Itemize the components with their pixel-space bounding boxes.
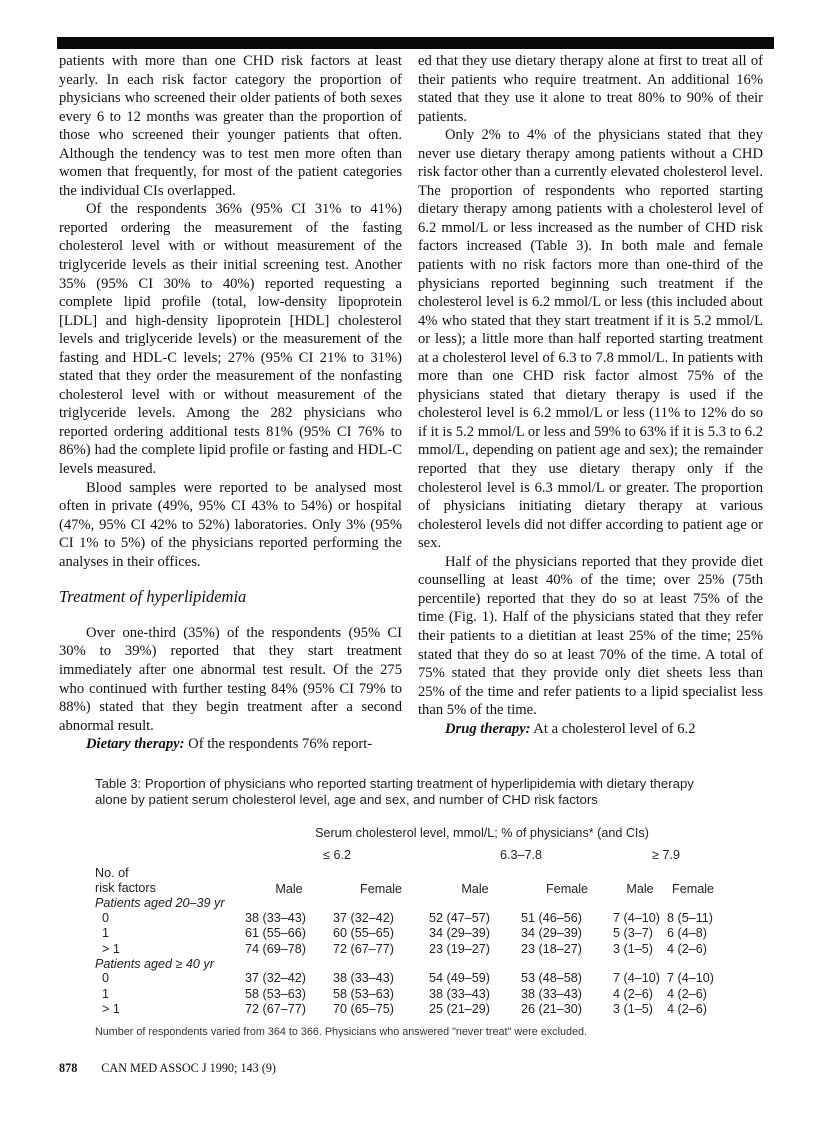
drug-therapy-text: At a cholesterol level of 6.2 — [530, 720, 696, 737]
table-cell: 34 (29–39) — [429, 926, 490, 941]
table-footnote: Number of respondents varied from 364 to 366. Physicians who answered "never treat" were excluded. — [95, 1026, 587, 1038]
left-paragraph-4: Over one-third (35%) of the respondents (95% CI 30% to 39%) reported that they start treatment immediately after one abnormal test result. Of the 275 who continued with further testing 84% (95% CI 79% to 88%) stated that they begin treatment after a second abnormal result. — [59, 624, 402, 734]
table-cell: 23 (19–27) — [429, 941, 490, 956]
risk-factor-count: > 1 — [102, 941, 120, 956]
risk-factor-header-line: risk factors — [95, 881, 156, 895]
table-cell: 38 (33–43) — [429, 986, 490, 1001]
table-cell: 4 (2–6) — [667, 1002, 707, 1017]
risk-factor-count: 0 — [102, 971, 110, 986]
table-cell: 53 (48–58) — [521, 971, 582, 986]
table-row — [95, 910, 719, 926]
table-cell: 3 (1–5) — [613, 1002, 653, 1017]
right-paragraph-3: Half of the physicians reported that they provide diet counselling at least 40% of the time; over 25% (75th percentile) reported that they do so at least 75% of the time (Fig. 1). Half of the physicians stated that they refer their patients to a dietitian at least 25% of the time; 25% stated that they do so at least 70% of the time. A total of 75% stated that they provide only diet sheets less than 25% of the time and refer patients to a lipid specialist less than 5% of the time. — [418, 553, 763, 719]
cholesterol-group-header: ≥ 7.9 — [652, 848, 680, 862]
top-rule — [57, 37, 774, 49]
cholesterol-group-header: ≤ 6.2 — [323, 848, 351, 862]
table-blank-cell — [95, 816, 245, 844]
table-cell: 25 (21–29) — [429, 1002, 490, 1017]
age-group-label: Patients aged ≥ 40 yr — [95, 956, 214, 971]
table-3 — [95, 776, 735, 1038]
table-cell: 51 (46–56) — [521, 910, 582, 925]
table-cell: 7 (4–10) — [613, 910, 660, 925]
table-cell: 6 (4–8) — [667, 926, 707, 941]
right-column — [418, 52, 763, 738]
left-paragraph-5 — [59, 735, 402, 754]
risk-factor-header-line: No. of — [95, 866, 129, 880]
table-cell: 61 (55–66) — [245, 926, 306, 941]
cholesterol-group-header: 6.3–7.8 — [499, 848, 543, 862]
left-paragraph-1: patients with more than one CHD risk factors at least yearly. In each risk factor category the proportion of physicians who screened their older patients of both sexes every 6 to 12 months was greater than the proportion of those who screened their younger patients that often. Although the tendency was to test men more often than women that frequently, for most of the patient categories the individual CIs overlapped. — [59, 53, 402, 199]
table-cell: 70 (65–75) — [333, 1002, 394, 1017]
table-cell: 38 (33–43) — [521, 986, 582, 1001]
risk-factor-count: 1 — [102, 986, 110, 1001]
dietary-therapy-text: Of the respondents 76% report- — [184, 736, 373, 753]
table-caption-line-2: alone by patient serum cholesterol level, age and sex, and number of CHD risk factors — [95, 792, 598, 807]
table-row — [95, 1002, 719, 1018]
sex-header: Male — [275, 882, 303, 896]
page-footer — [59, 1061, 276, 1076]
table-cell: 38 (33–43) — [245, 910, 306, 925]
left-paragraph-2: Of the respondents 36% (95% CI 31% to 41%) reported ordering the measurement of the fasting cholesterol level with or without measurement of the triglyceride levels as their initial screening test. Another 35% (95% CI 30% to 40%) reported requesting a complete lipid profile (total, low-density lipoprotein [LDL] and high-density lipoprotein [HDL] cholesterol levels and triglyceride levels) or the measurement of the fasting and HDL-C levels; 27% (95% CI 21% to 31%) stated that they order the measurement of the nonfasting cholesterol level with or without measurement of the triglyceride levels. Among the 282 physicians who reported ordering additional tests 81% (95% CI 76% to 86%) had the complete lipid profile or fasting and HDL-C levels measured. — [59, 201, 402, 478]
table-cell: 26 (21–30) — [521, 1002, 582, 1017]
table-row — [95, 941, 719, 957]
table-cell: 34 (29–39) — [521, 926, 582, 941]
table-cell: 72 (67–77) — [333, 941, 394, 956]
table-cell: 5 (3–7) — [613, 926, 653, 941]
risk-factor-header — [95, 866, 245, 896]
table-cell: 8 (5–11) — [667, 910, 713, 925]
page-number: 878 — [59, 1061, 78, 1075]
sex-header: Female — [546, 882, 588, 896]
table-cell: 4 (2–6) — [667, 986, 707, 1001]
left-paragraph-3: Blood samples were reported to be analysed most often in private (49%, 95% CI 43% to 54%) or hospital (47%, 95% CI 42% to 52%) laboratories. Only 3% (95% CI 1% to 5%) of the physicians reported performing the analyses in their offices. — [59, 479, 402, 570]
table-row — [95, 986, 719, 1002]
table-cell: 7 (4–10) — [667, 971, 714, 986]
table-cell: 37 (32–42) — [333, 910, 394, 925]
table-cell: 52 (47–57) — [429, 910, 490, 925]
table-blank-cell — [95, 844, 245, 866]
sex-header: Female — [672, 882, 714, 896]
table-cell: 54 (49–59) — [429, 971, 490, 986]
table-cell: 72 (67–77) — [245, 1002, 306, 1017]
section-heading: Treatment of hyperlipidemia — [59, 587, 247, 607]
table-cell: 38 (33–43) — [333, 971, 394, 986]
risk-factor-count: > 1 — [102, 1002, 120, 1017]
sex-header: Female — [360, 882, 402, 896]
table-cell: 58 (53–63) — [245, 986, 306, 1001]
drug-therapy-runin: Drug therapy: — [445, 720, 531, 737]
risk-factor-count: 1 — [102, 926, 110, 941]
table-cell: 37 (32–42) — [245, 971, 306, 986]
table-caption-line-1: Table 3: Proportion of physicians who reported starting treatment of hyperlipidemia with dietary therapy — [95, 776, 694, 791]
table-cell: 7 (4–10) — [613, 971, 660, 986]
table-cell: 4 (2–6) — [667, 941, 707, 956]
table-3-grid — [95, 816, 719, 1017]
table-row — [95, 971, 719, 987]
right-paragraph-2: Only 2% to 4% of the physicians stated that they never use dietary therapy among patients without a CHD risk factor other than a currently elevated cholesterol level. The proportion of respondents who reported starting dietary therapy among patients with a cholesterol level of 6.2 mmol/L or less increased as the number of CHD risk factors increased (Table 3). In both male and female patients with no risk factors more than one-third of the physicians reported beginning such treatment if the cholesterol level is 6.2 mmol/L or less (this included about 4% who stated that they start treatment if it is 5.2 mmol/L or less); a little more than half reported starting treatment at a cholesterol level of 6.3 to 7.8 mmol/L. In patients with more than one CHD risk factor almost 75% of the physicians stated that dietary therapy is used if the cholesterol level is 6.2 mmol/L or less (11% to 12% do so if it is 5.2 mmol/L or less and 59% to 63% if it is 5.3 to 6.2 mmol/L, depending on patient age and sex); the remainder reported that they use dietary therapy only if the cholesterol level is 6.3 mmol/L or greater. The proportion of physicians initiating dietary therapy at various cholesterol levels did not differ according to patient age or sex. — [418, 127, 763, 552]
table-caption — [95, 776, 735, 808]
right-paragraph-1: ed that they use dietary therapy alone at first to treat all of their patients who require treatment. An additional 16% stated that they use it alone to treat 80% to 90% of their patients. — [418, 53, 763, 125]
risk-factor-count: 0 — [102, 910, 110, 925]
left-column — [59, 52, 402, 754]
dietary-therapy-runin: Dietary therapy: — [86, 736, 185, 753]
table-cell: 74 (69–78) — [245, 941, 306, 956]
sex-header: Male — [461, 882, 489, 896]
journal-citation: CAN MED ASSOC J 1990; 143 (9) — [101, 1061, 276, 1075]
table-row — [95, 926, 719, 942]
table-cell: 4 (2–6) — [613, 986, 653, 1001]
table-cell: 23 (18–27) — [521, 941, 582, 956]
sex-header: Male — [626, 882, 654, 896]
table-cell: 60 (55–65) — [333, 926, 394, 941]
span-header: Serum cholesterol level, mmol/L; % of physicians* (and CIs) — [315, 826, 649, 840]
table-cell: 58 (53–63) — [333, 986, 394, 1001]
right-paragraph-4 — [418, 720, 763, 739]
age-group-label: Patients aged 20–39 yr — [95, 896, 225, 910]
table-cell: 3 (1–5) — [613, 941, 653, 956]
